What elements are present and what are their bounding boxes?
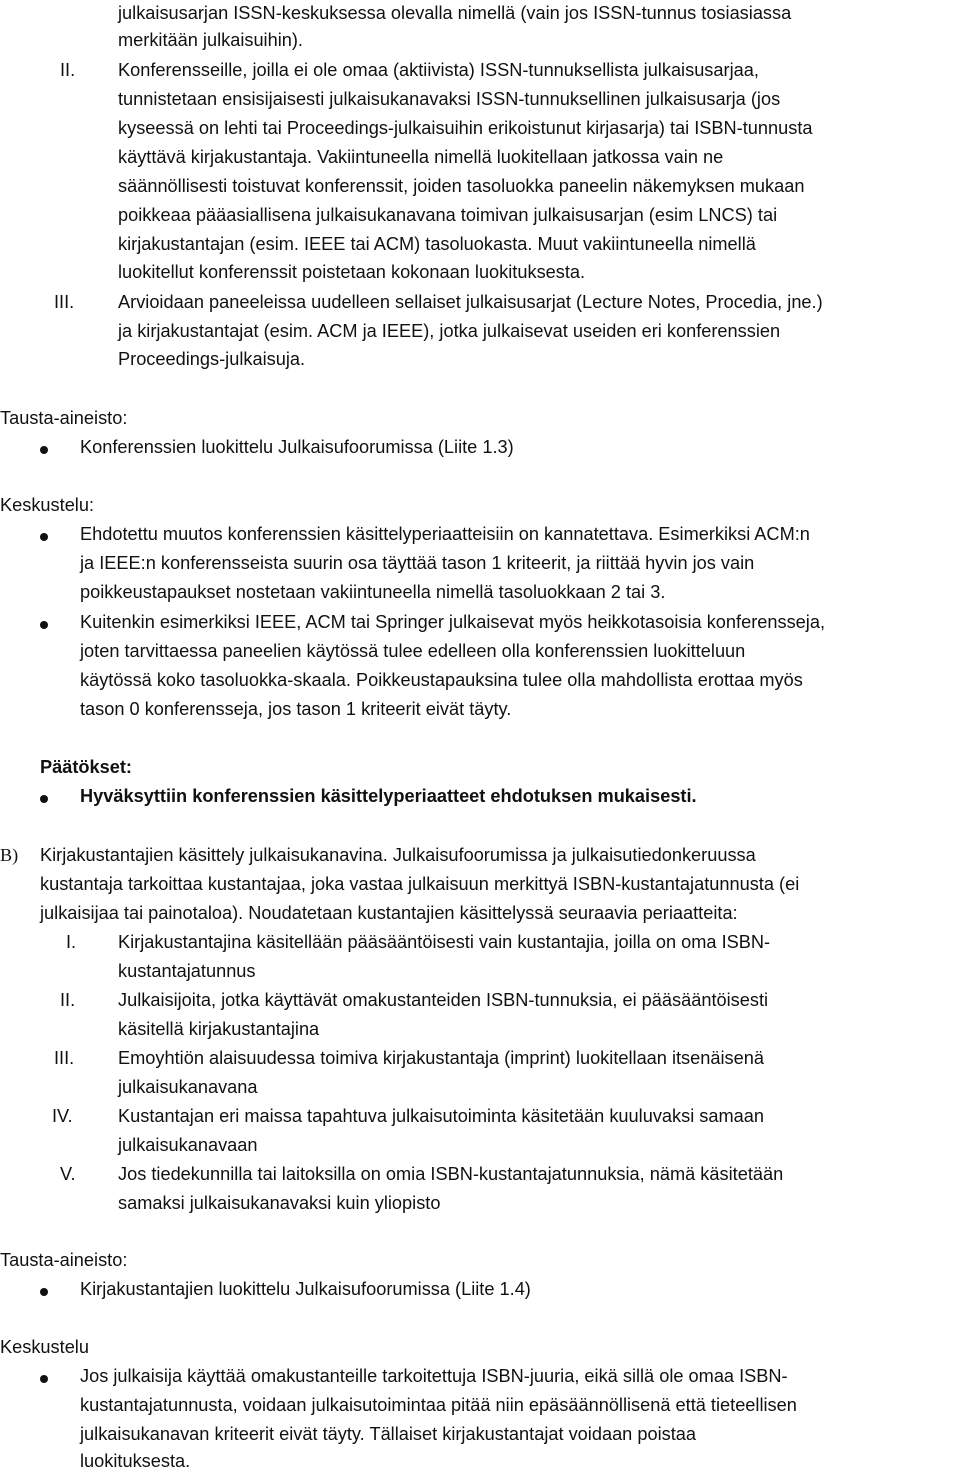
text-line: kirjakustantajan (esim. IEEE tai ACM) tasoluokasta. Muut vakiintuneella nimellä	[118, 234, 756, 254]
text-line: Kuitenkin esimerkiksi IEEE, ACM tai Springer julkaisevat myös heikkotasoisia konferensseja,	[80, 612, 825, 632]
text-line: kustantajatunnusta, voidaan julkaisutoimintaa pitää niin epäsäännöllisenä että tieteellisen	[80, 1395, 797, 1415]
text-line: julkaisijaa tai painotaloa). Noudatetaan kustantajien käsittelyssä seuraavia periaatteita:	[40, 903, 738, 923]
text-line: ja kirjakustantajat (esim. ACM ja IEEE), jotka julkaisevat useiden eri konferenssien	[118, 321, 781, 341]
list-marker: I.	[66, 932, 77, 952]
discussion-heading: Keskustelu	[0, 1337, 89, 1357]
text-line: käytössä koko tasoluokka-skaala. Poikkeustapauksina tulee olla mahdollista erottaa myös	[80, 670, 803, 690]
text-line: julkaisusarjan ISSN-keskuksessa olevalla nimellä (vain jos ISSN-tunnus tosiasiassa	[118, 3, 792, 23]
list-marker: V.	[60, 1164, 76, 1184]
text-line: Emoyhtiön alaisuudessa toimiva kirjakustantaja (imprint) luokitellaan itsenäisenä	[118, 1048, 764, 1068]
list-marker: IV.	[52, 1106, 73, 1126]
text-line: julkaisukanavaan	[118, 1135, 258, 1155]
text-line: Proceedings-julkaisuja.	[118, 349, 306, 369]
list-marker: II.	[60, 60, 76, 80]
text-line: Ehdotettu muutos konferenssien käsittelyperiaatteisiin on kannatettava. Esimerkiksi ACM:n	[80, 524, 810, 544]
text-line: käsitellä kirjakustantajina	[118, 1019, 320, 1039]
text-line: kyseessä on lehti tai Proceedings-julkaisuihin erikoistunut kirjasarja) tai ISBN-tunnusta	[118, 118, 813, 138]
bullet-icon	[40, 1288, 48, 1296]
text-line: joten tarvittaessa paneelien käytössä tulee edelleen olla konferenssien luokitteluun	[80, 641, 746, 661]
decision-item: Hyväksyttiin konferenssien käsittelyperiaatteet ehdotuksen mukaisesti.	[80, 786, 697, 806]
text-line: Julkaisijoita, jotka käyttävät omakustanteiden ISBN-tunnuksia, ei pääsääntöisesti	[118, 990, 769, 1010]
text-line: merkitään julkaisuihin).	[118, 30, 303, 50]
bullet-icon	[40, 1375, 48, 1383]
text-line: kustantajatunnus	[118, 961, 256, 981]
section-marker: B)	[0, 845, 19, 865]
text-line: julkaisukanavan kriteerit eivät täyty. Tällaiset kirjakustantajat voidaan poistaa	[80, 1424, 697, 1444]
text-line: ja IEEE:n konferensseista suurin osa täyttää tason 1 kriteerit, ja riittää hyvin jos vain	[80, 553, 755, 573]
list-marker: II.	[60, 990, 76, 1010]
text-line: tunnistetaan ensisijaisesti julkaisukanavaksi ISSN-tunnuksellinen julkaisusarja (jos	[118, 89, 781, 109]
bullet-icon	[40, 795, 48, 803]
background-heading: Tausta-aineisto:	[0, 408, 128, 428]
background-heading: Tausta-aineisto:	[0, 1250, 128, 1270]
text-line: samaksi julkaisukanavaksi kuin yliopisto	[118, 1193, 441, 1213]
text-line: Konferensseille, joilla ei ole omaa (aktiivista) ISSN-tunnuksellista julkaisusarjaa,	[118, 60, 759, 80]
text-line: luokitellut konferenssit poistetaan kokonaan luokituksesta.	[118, 262, 586, 282]
list-marker: III.	[54, 1048, 75, 1068]
bullet-icon	[40, 621, 48, 629]
text-line: tason 0 konferensseja, jos tason 1 kriteerit eivät täyty.	[80, 699, 512, 719]
text-line: Kustantajan eri maissa tapahtuva julkaisutoiminta käsitetään kuuluvaksi samaan	[118, 1106, 765, 1126]
discussion-heading: Keskustelu:	[0, 495, 95, 515]
bullet-icon	[40, 533, 48, 541]
bullet-icon	[40, 446, 48, 454]
text-line: poikkeustapaukset nostetaan vakiintuneella nimellä tasoluokkaan 2 tai 3.	[80, 582, 666, 602]
text-line: Arvioidaan paneeleissa uudelleen sellaiset julkaisusarjat (Lecture Notes, Procedia, jne.)	[118, 292, 823, 312]
text-line: säännöllisesti toistuvat konferenssit, joiden tasoluokka paneelin näkemyksen mukaan	[118, 176, 805, 196]
text-line: poikkeaa pääasiallisena julkaisukanavana toimivan julkaisusarjan (esim LNCS) tai	[118, 205, 778, 225]
list-marker: III.	[54, 292, 75, 312]
text-line: kustantaja tarkoittaa kustantajaa, joka vastaa julkaisuun merkittyä ISBN-kustantajatunnusta (ei	[40, 874, 800, 894]
text-line: Jos tiedekunnilla tai laitoksilla on omia ISBN-kustantajatunnuksia, nämä käsitetään	[118, 1164, 784, 1184]
decisions-heading: Päätökset:	[40, 757, 132, 777]
background-item: Kirjakustantajien luokittelu Julkaisufoorumissa (Liite 1.4)	[80, 1279, 531, 1299]
text-line: Kirjakustantajien käsittely julkaisukanavina. Julkaisufoorumissa ja julkaisutiedonkeruussa	[40, 845, 756, 865]
text-line: luokituksesta.	[80, 1451, 191, 1471]
text-line: julkaisukanavana	[118, 1077, 258, 1097]
background-item: Konferenssien luokittelu Julkaisufoorumissa (Liite 1.3)	[80, 437, 514, 457]
text-line: Kirjakustantajina käsitellään pääsääntöisesti vain kustantajia, joilla on oma ISBN-	[118, 932, 771, 952]
text-line: Jos julkaisija käyttää omakustanteille tarkoitettuja ISBN-juuria, eikä sillä ole omaa ISBN-	[80, 1366, 788, 1386]
text-line: käyttävä kirjakustantaja. Vakiintuneella nimellä luokitellaan jatkossa vain ne	[118, 147, 724, 167]
